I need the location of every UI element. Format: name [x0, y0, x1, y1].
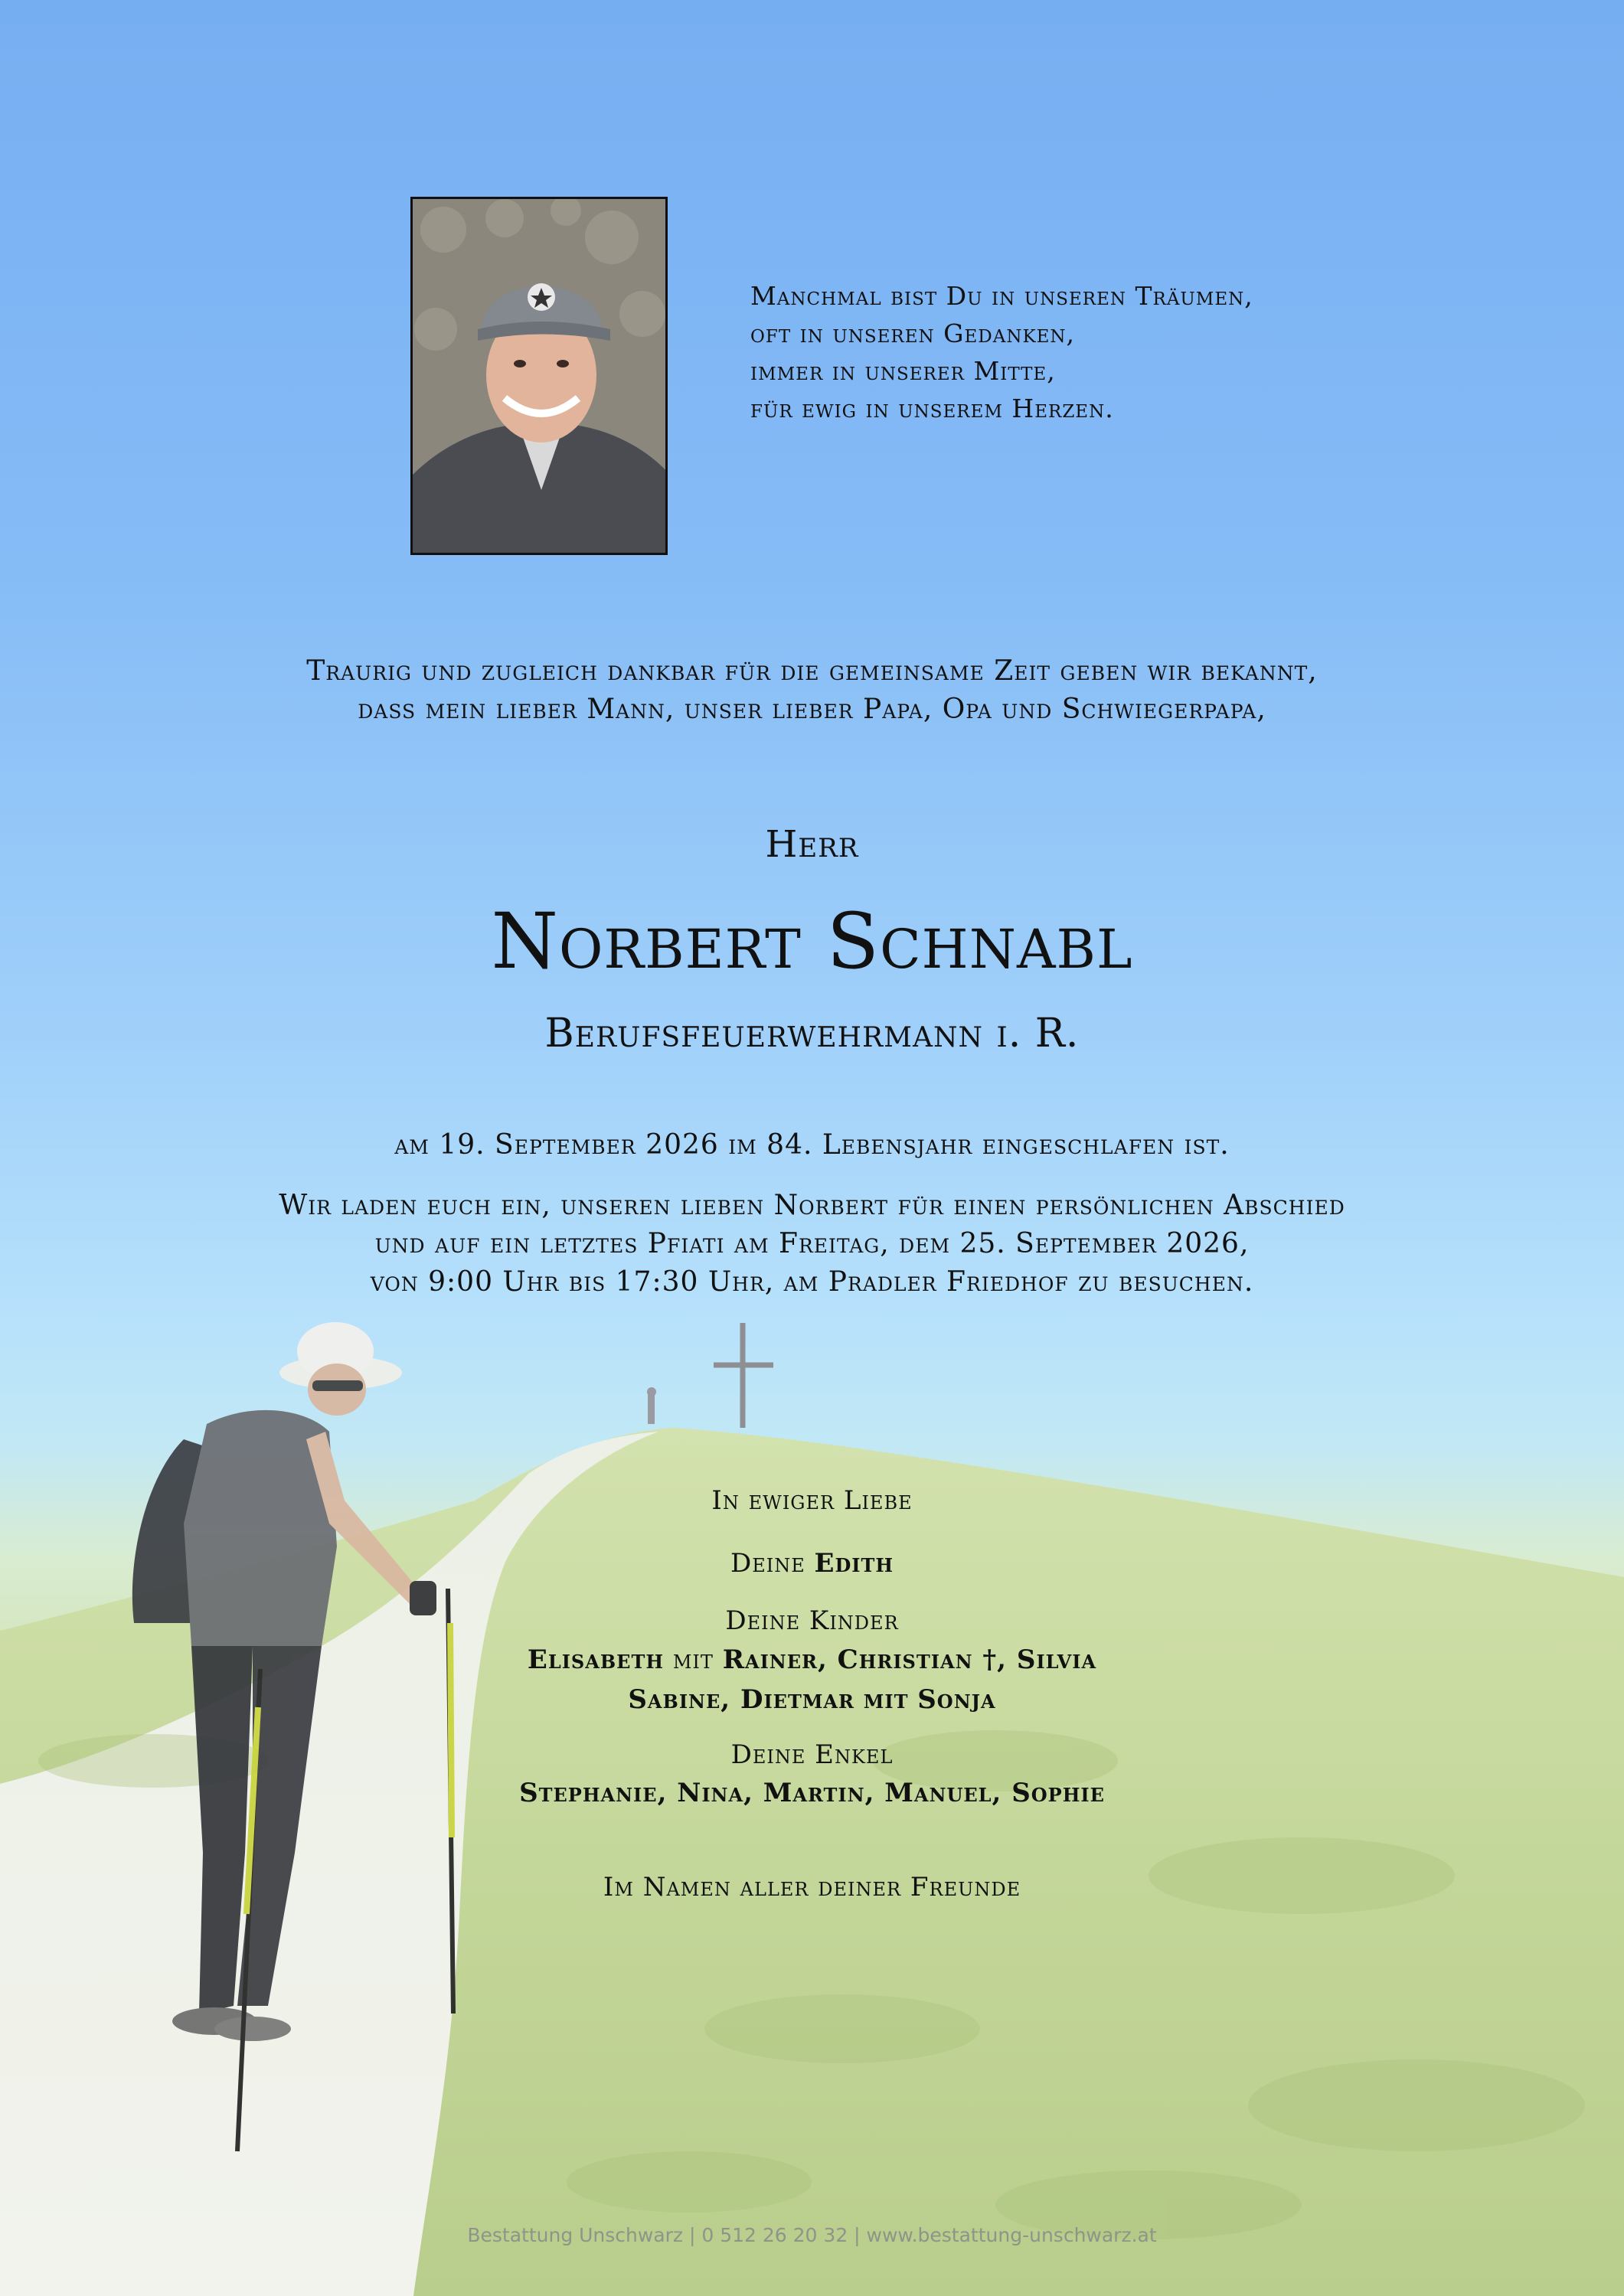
friends-line: Im Namen aller deiner Freunde [603, 1872, 1021, 1902]
quote-line: oft in unseren Gedanken, [750, 318, 1076, 348]
invitation-line: von 9:00 Uhr bis 17:30 Uhr, am Pradler Friedhof zu besuchen. [370, 1266, 1254, 1298]
grandchildren-label: Deine Enkel [730, 1739, 894, 1770]
child-name: Sonja [917, 1684, 996, 1715]
connector-text: mit [672, 1644, 714, 1675]
quote-line: für ewig in unserem Herzen. [750, 394, 1114, 423]
children-line-1 [0, 1644, 1624, 1675]
wife-name: Edith [814, 1548, 894, 1579]
portrait-image [413, 199, 668, 555]
child-names: Sabine, Dietmar [628, 1684, 854, 1715]
quote-line: immer in unserer Mitte, [750, 356, 1056, 386]
memorial-quote [750, 277, 1253, 427]
invitation-line: und auf ein letztes Pfiati am Freitag, dem 25. September 2026, [374, 1228, 1250, 1259]
quote-line: Manchmal bist Du in unseren Träumen, [750, 281, 1253, 311]
children-label: Deine Kinder [725, 1605, 899, 1636]
death-notice-line: am 19. September 2026 im 84. Lebensjahr eingeschlafen ist. [394, 1129, 1230, 1161]
grandchildren-names: Stephanie, Nina, Martin, Manuel, Sophie [519, 1778, 1105, 1808]
announcement-intro [0, 652, 1624, 729]
wife-line [0, 1548, 1624, 1579]
child-names: Rainer, Christian †, Silvia [722, 1644, 1097, 1675]
salutation: Herr [765, 823, 859, 866]
summit-cross [714, 1323, 773, 1428]
child-name: Elisabeth [527, 1644, 664, 1675]
farewell-invitation [0, 1187, 1624, 1302]
wife-prefix: Deine [730, 1548, 805, 1579]
mourners-heading: In ewiger Liebe [711, 1485, 913, 1516]
deceased-profession: Berufsfeuerwehrmann i. R. [544, 1011, 1080, 1057]
funeral-home-footer: Bestattung Unschwarz | 0 512 26 20 32 | www.bestattung-unschwarz.at [467, 2224, 1157, 2246]
intro-line: Traurig und zugleich dankbar für die gemeinsame Zeit geben wir bekannt, [306, 655, 1318, 687]
intro-line: dass mein lieber Mann, unser lieber Papa, Opa und Schwiegerpapa, [358, 694, 1266, 725]
children-line-2 [0, 1684, 1624, 1715]
invitation-line: Wir laden euch ein, unseren lieben Norbert für einen persönlichen Abschied [279, 1190, 1345, 1221]
deceased-name: Norbert Schnabl [491, 897, 1133, 986]
portrait-photo [410, 197, 668, 555]
connector-text: mit [863, 1684, 909, 1715]
